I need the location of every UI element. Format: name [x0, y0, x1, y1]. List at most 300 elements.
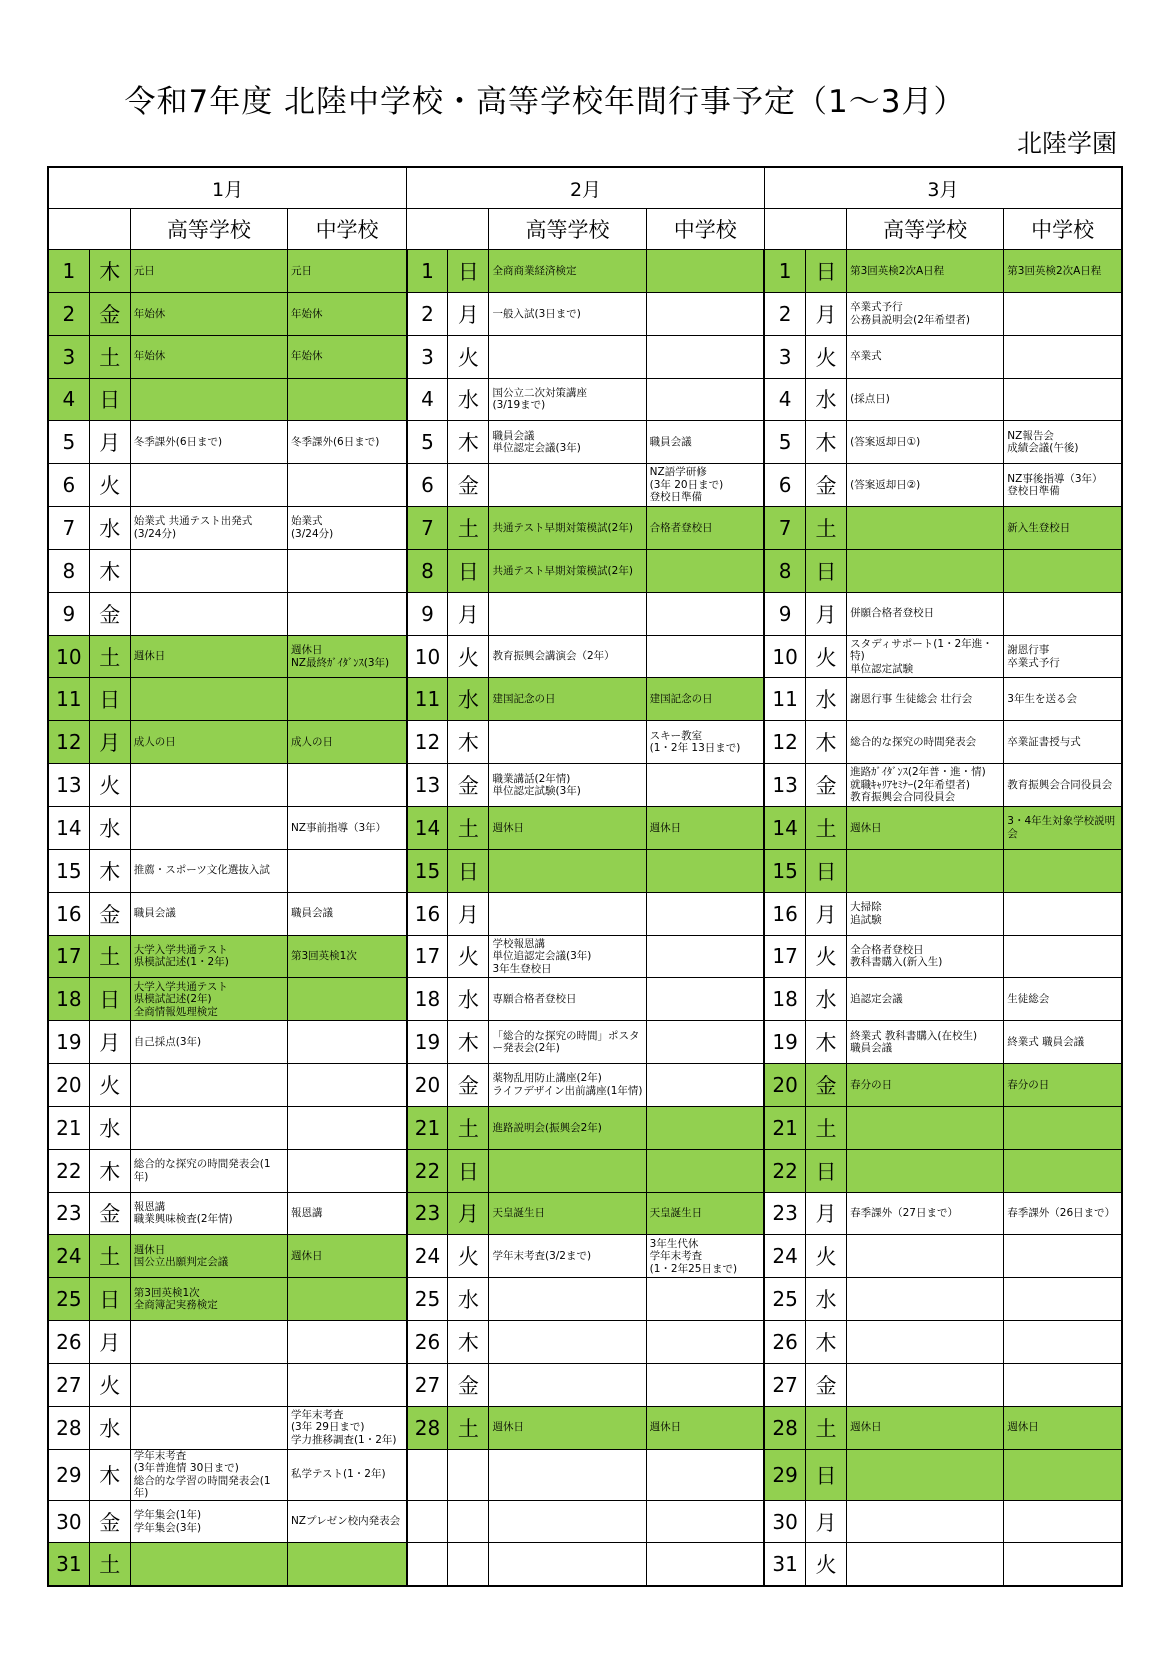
jan-junior-high-event — [287, 678, 406, 721]
mar-weekday: 木 — [805, 721, 846, 764]
jan-day-number: 5 — [48, 421, 89, 464]
feb-high-school-event: 「総合的な探究の時間」ポスター発表会(2年) — [489, 1021, 646, 1064]
page-title: 令和7年度 北陸中学校・高等学校年間行事予定（1～3月） — [124, 84, 966, 120]
jan-junior-high-event: 私学テスト(1・2年) — [287, 1449, 406, 1500]
mar-weekday: 金 — [805, 1363, 846, 1406]
feb-junior-high-event: 3年生代休 学年末考査 (1・2年25日まで) — [646, 1235, 764, 1278]
mar-weekday: 土 — [805, 1406, 846, 1449]
feb-high-school-event — [489, 1500, 646, 1543]
mar-high-school-event — [847, 1500, 1004, 1543]
feb-day-number: 24 — [407, 1235, 448, 1278]
jan-junior-high-event: 第3回英検1次 — [287, 935, 406, 978]
feb-weekday: 日 — [448, 1149, 489, 1192]
feb-high-school-event — [489, 1543, 646, 1586]
feb-weekday: 木 — [448, 1321, 489, 1364]
feb-day-number: 13 — [407, 764, 448, 807]
mar-weekday: 火 — [805, 1543, 846, 1586]
jan-weekday: 水 — [89, 1106, 130, 1149]
mar-junior-high-event — [1004, 1500, 1122, 1543]
calendar-row — [48, 507, 1122, 550]
mar-weekday: 月 — [805, 892, 846, 935]
mar-junior-high-event — [1004, 1449, 1122, 1500]
feb-high-school-event: 共通テスト早期対策模試(2年) — [489, 507, 646, 550]
feb-junior-high-event: NZ語学研修 (3年 20日まで) 登校日準備 — [646, 464, 764, 507]
feb-weekday: 金 — [448, 464, 489, 507]
mar-day-number: 13 — [764, 764, 805, 807]
mar-day-number: 31 — [764, 1543, 805, 1586]
feb-junior-high-event: 合格者登校日 — [646, 507, 764, 550]
date-column-header — [407, 209, 489, 250]
feb-weekday: 火 — [448, 335, 489, 378]
jan-junior-high-event — [287, 1064, 406, 1107]
feb-high-school-event: 薬物乱用防止講座(2年) ライフデザイン出前講座(1年情) — [489, 1064, 646, 1107]
feb-high-school-event — [489, 464, 646, 507]
feb-day-number: 28 — [407, 1406, 448, 1449]
mar-junior-high-event — [1004, 1543, 1122, 1586]
mar-high-school-event: 春季課外（27日まで） — [847, 1192, 1004, 1235]
feb-junior-high-event: 天皇誕生日 — [646, 1192, 764, 1235]
jan-day-number: 10 — [48, 635, 89, 678]
feb-day-number: 22 — [407, 1149, 448, 1192]
mar-junior-high-event — [1004, 1235, 1122, 1278]
jan-junior-high-event — [287, 849, 406, 892]
jan-day-number: 22 — [48, 1149, 89, 1192]
calendar-row — [48, 549, 1122, 592]
mar-weekday: 日 — [805, 849, 846, 892]
feb-weekday: 火 — [448, 1235, 489, 1278]
mar-high-school-event: 第3回英検2次A日程 — [847, 250, 1004, 293]
feb-junior-high-event — [646, 592, 764, 635]
jan-day-number: 13 — [48, 764, 89, 807]
jan-junior-high-event — [287, 592, 406, 635]
feb-weekday: 月 — [448, 1192, 489, 1235]
feb-junior-high-event — [646, 1064, 764, 1107]
mar-weekday: 日 — [805, 1449, 846, 1500]
mar-high-school-event — [847, 849, 1004, 892]
feb-day-number: 17 — [407, 935, 448, 978]
jan-weekday: 金 — [89, 592, 130, 635]
mar-high-school-event: スタディサポート(1・2年進・特) 単位認定試験 — [847, 635, 1004, 678]
jan-day-number: 19 — [48, 1021, 89, 1064]
mar-junior-high-event — [1004, 1106, 1122, 1149]
mar-high-school-event: 総合的な探究の時間発表会 — [847, 721, 1004, 764]
mar-weekday: 金 — [805, 464, 846, 507]
jan-weekday: 木 — [89, 250, 130, 293]
mar-day-number: 29 — [764, 1449, 805, 1500]
calendar-row — [48, 849, 1122, 892]
feb-junior-high-event: 建国記念の日 — [646, 678, 764, 721]
feb-junior-high-event — [646, 335, 764, 378]
junior-high-header: 中学校 — [646, 209, 764, 250]
mar-high-school-event: (答案返却日②) — [847, 464, 1004, 507]
calendar-body — [48, 250, 1122, 1586]
feb-day-number: 26 — [407, 1321, 448, 1364]
jan-weekday: 水 — [89, 507, 130, 550]
calendar-row — [48, 292, 1122, 335]
jan-day-number: 21 — [48, 1106, 89, 1149]
calendar-row — [48, 1363, 1122, 1406]
mar-high-school-event — [847, 1106, 1004, 1149]
mar-high-school-event: 追認定会議 — [847, 978, 1004, 1021]
mar-junior-high-event — [1004, 1278, 1122, 1321]
mar-high-school-event: 春分の日 — [847, 1064, 1004, 1107]
jan-high-school-event — [130, 1406, 287, 1449]
month-header-mar: 3月 — [764, 167, 1122, 209]
jan-day-number: 11 — [48, 678, 89, 721]
jan-day-number: 26 — [48, 1321, 89, 1364]
calendar-row — [48, 978, 1122, 1021]
jan-weekday: 土 — [89, 935, 130, 978]
feb-day-number: 11 — [407, 678, 448, 721]
mar-junior-high-event: 教育振興会合同役員会 — [1004, 764, 1122, 807]
jan-high-school-event — [130, 592, 287, 635]
feb-high-school-event: 教育振興会講演会（2年） — [489, 635, 646, 678]
feb-junior-high-event — [646, 1363, 764, 1406]
jan-high-school-event — [130, 378, 287, 421]
jan-weekday: 火 — [89, 1064, 130, 1107]
calendar-row — [48, 1543, 1122, 1586]
feb-high-school-event: 全商商業経済検定 — [489, 250, 646, 293]
feb-high-school-event: 建国記念の日 — [489, 678, 646, 721]
mar-junior-high-event: 卒業証書授与式 — [1004, 721, 1122, 764]
high-school-header: 高等学校 — [130, 209, 287, 250]
feb-weekday: 土 — [448, 1406, 489, 1449]
calendar-row — [48, 1192, 1122, 1235]
jan-junior-high-event: 冬季課外(6日まで) — [287, 421, 406, 464]
feb-junior-high-event — [646, 1321, 764, 1364]
feb-junior-high-event — [646, 978, 764, 1021]
mar-day-number: 24 — [764, 1235, 805, 1278]
mar-junior-high-event — [1004, 335, 1122, 378]
jan-high-school-event: 週休日 — [130, 635, 287, 678]
jan-high-school-event — [130, 806, 287, 849]
mar-high-school-event — [847, 1235, 1004, 1278]
mar-day-number: 9 — [764, 592, 805, 635]
feb-junior-high-event — [646, 635, 764, 678]
mar-junior-high-event — [1004, 549, 1122, 592]
jan-day-number: 14 — [48, 806, 89, 849]
date-column-header — [48, 209, 130, 250]
mar-high-school-event — [847, 1278, 1004, 1321]
mar-high-school-event — [847, 507, 1004, 550]
feb-junior-high-event — [646, 1106, 764, 1149]
feb-day-number: 21 — [407, 1106, 448, 1149]
jan-junior-high-event: 学年末考査 (3年 29日まで) 学力推移調査(1・2年) — [287, 1406, 406, 1449]
jan-junior-high-event: 始業式 (3/24分) — [287, 507, 406, 550]
feb-weekday: 金 — [448, 1363, 489, 1406]
mar-junior-high-event — [1004, 592, 1122, 635]
jan-day-number: 3 — [48, 335, 89, 378]
mar-day-number: 10 — [764, 635, 805, 678]
calendar-row — [48, 1149, 1122, 1192]
jan-high-school-event: 元日 — [130, 250, 287, 293]
mar-day-number: 19 — [764, 1021, 805, 1064]
mar-day-number: 8 — [764, 549, 805, 592]
mar-weekday: 土 — [805, 1106, 846, 1149]
jan-day-number: 31 — [48, 1543, 89, 1586]
feb-day-number: 16 — [407, 892, 448, 935]
feb-junior-high-event — [646, 1021, 764, 1064]
feb-day-number: 3 — [407, 335, 448, 378]
feb-day-number: 1 — [407, 250, 448, 293]
mar-junior-high-event — [1004, 892, 1122, 935]
mar-junior-high-event — [1004, 378, 1122, 421]
mar-weekday: 金 — [805, 1064, 846, 1107]
feb-high-school-event — [489, 1363, 646, 1406]
jan-high-school-event: 大学入学共通テスト 県模試記述(1・2年) — [130, 935, 287, 978]
mar-day-number: 21 — [764, 1106, 805, 1149]
mar-day-number: 6 — [764, 464, 805, 507]
jan-junior-high-event: 週休日 — [287, 1235, 406, 1278]
feb-day-number: 18 — [407, 978, 448, 1021]
mar-high-school-event — [847, 1449, 1004, 1500]
feb-day-number: 27 — [407, 1363, 448, 1406]
mar-high-school-event: (採点日) — [847, 378, 1004, 421]
feb-junior-high-event — [646, 935, 764, 978]
mar-day-number: 26 — [764, 1321, 805, 1364]
mar-junior-high-event: 春分の日 — [1004, 1064, 1122, 1107]
mar-day-number: 20 — [764, 1064, 805, 1107]
mar-day-number: 16 — [764, 892, 805, 935]
jan-high-school-event: 総合的な探究の時間発表会(1年) — [130, 1149, 287, 1192]
feb-high-school-event: 国公立二次対策講座 (3/19まで) — [489, 378, 646, 421]
feb-high-school-event — [489, 849, 646, 892]
mar-weekday: 日 — [805, 250, 846, 293]
feb-day-number: 5 — [407, 421, 448, 464]
jan-high-school-event — [130, 1064, 287, 1107]
column-header-row — [48, 209, 1122, 250]
calendar-row — [48, 1500, 1122, 1543]
feb-high-school-event: 進路説明会(振興会2年) — [489, 1106, 646, 1149]
mar-high-school-event — [847, 1149, 1004, 1192]
mar-junior-high-event: 終業式 職員会議 — [1004, 1021, 1122, 1064]
jan-high-school-event: 学年末考査 (3年普進情 30日まで) 総合的な学習の時間発表会(1年) — [130, 1449, 287, 1500]
feb-weekday: 月 — [448, 292, 489, 335]
jan-day-number: 29 — [48, 1449, 89, 1500]
feb-junior-high-event — [646, 1278, 764, 1321]
feb-junior-high-event: 週休日 — [646, 806, 764, 849]
feb-junior-high-event: 週休日 — [646, 1406, 764, 1449]
jan-weekday: 土 — [89, 1235, 130, 1278]
jan-day-number: 27 — [48, 1363, 89, 1406]
mar-weekday: 火 — [805, 335, 846, 378]
feb-junior-high-event — [646, 1500, 764, 1543]
mar-junior-high-event — [1004, 935, 1122, 978]
feb-junior-high-event — [646, 849, 764, 892]
jan-weekday: 日 — [89, 978, 130, 1021]
feb-weekday: 土 — [448, 507, 489, 550]
jan-day-number: 28 — [48, 1406, 89, 1449]
jan-weekday: 月 — [89, 721, 130, 764]
feb-day-number: 9 — [407, 592, 448, 635]
feb-junior-high-event — [646, 378, 764, 421]
jan-day-number: 12 — [48, 721, 89, 764]
mar-weekday: 火 — [805, 935, 846, 978]
mar-junior-high-event: 謝恩行事 卒業式予行 — [1004, 635, 1122, 678]
mar-high-school-event: 週休日 — [847, 1406, 1004, 1449]
mar-junior-high-event: 春季課外（26日まで） — [1004, 1192, 1122, 1235]
month-header-jan: 1月 — [48, 167, 407, 209]
jan-junior-high-event — [287, 1278, 406, 1321]
feb-weekday: 月 — [448, 592, 489, 635]
jan-weekday: 金 — [89, 292, 130, 335]
mar-weekday: 木 — [805, 1321, 846, 1364]
jan-high-school-event: 学年集会(1年) 学年集会(3年) — [130, 1500, 287, 1543]
junior-high-header: 中学校 — [287, 209, 406, 250]
jan-junior-high-event — [287, 464, 406, 507]
feb-day-number: 14 — [407, 806, 448, 849]
jan-weekday: 水 — [89, 806, 130, 849]
jan-high-school-event — [130, 1543, 287, 1586]
feb-junior-high-event — [646, 1149, 764, 1192]
feb-day-number: 12 — [407, 721, 448, 764]
mar-day-number: 22 — [764, 1149, 805, 1192]
mar-junior-high-event: 3・4年生対象学校説明会 — [1004, 806, 1122, 849]
mar-high-school-event: 終業式 教科書購入(在校生) 職員会議 — [847, 1021, 1004, 1064]
feb-junior-high-event — [646, 292, 764, 335]
jan-weekday: 火 — [89, 464, 130, 507]
feb-high-school-event: 共通テスト早期対策模試(2年) — [489, 549, 646, 592]
feb-high-school-event — [489, 721, 646, 764]
mar-day-number: 28 — [764, 1406, 805, 1449]
mar-day-number: 14 — [764, 806, 805, 849]
mar-day-number: 1 — [764, 250, 805, 293]
feb-high-school-event: 専願合格者登校日 — [489, 978, 646, 1021]
month-header-feb: 2月 — [407, 167, 765, 209]
jan-junior-high-event: 年始休 — [287, 292, 406, 335]
mar-weekday: 月 — [805, 1500, 846, 1543]
jan-day-number: 23 — [48, 1192, 89, 1235]
mar-weekday: 火 — [805, 635, 846, 678]
mar-weekday: 土 — [805, 507, 846, 550]
jan-weekday: 水 — [89, 1406, 130, 1449]
jan-weekday: 土 — [89, 635, 130, 678]
jan-day-number: 7 — [48, 507, 89, 550]
feb-high-school-event: 一般入試(3日まで) — [489, 292, 646, 335]
jan-junior-high-event — [287, 1321, 406, 1364]
mar-day-number: 30 — [764, 1500, 805, 1543]
jan-day-number: 4 — [48, 378, 89, 421]
calendar-row — [48, 1321, 1122, 1364]
feb-high-school-event — [489, 335, 646, 378]
jan-high-school-event — [130, 678, 287, 721]
feb-high-school-event — [489, 1321, 646, 1364]
feb-high-school-event — [489, 1449, 646, 1500]
calendar-row — [48, 721, 1122, 764]
feb-weekday: 日 — [448, 549, 489, 592]
mar-day-number: 18 — [764, 978, 805, 1021]
calendar-row — [48, 1064, 1122, 1107]
feb-day-number: 6 — [407, 464, 448, 507]
feb-day-number: 4 — [407, 378, 448, 421]
jan-high-school-event: 始業式 共通テスト出発式 (3/24分) — [130, 507, 287, 550]
jan-day-number: 25 — [48, 1278, 89, 1321]
jan-junior-high-event — [287, 1106, 406, 1149]
feb-high-school-event: 学校報恩講 単位追認定会議(3年) 3年生登校日 — [489, 935, 646, 978]
feb-high-school-event: 週休日 — [489, 806, 646, 849]
jan-day-number: 2 — [48, 292, 89, 335]
mar-high-school-event — [847, 1543, 1004, 1586]
feb-weekday — [448, 1543, 489, 1586]
feb-junior-high-event — [646, 892, 764, 935]
mar-weekday: 木 — [805, 421, 846, 464]
mar-weekday: 日 — [805, 549, 846, 592]
calendar-row — [48, 764, 1122, 807]
mar-high-school-event: (答案返却日①) — [847, 421, 1004, 464]
jan-weekday: 木 — [89, 849, 130, 892]
mar-day-number: 3 — [764, 335, 805, 378]
jan-weekday: 木 — [89, 1449, 130, 1500]
mar-high-school-event — [847, 1363, 1004, 1406]
mar-high-school-event — [847, 549, 1004, 592]
feb-weekday: 土 — [448, 1106, 489, 1149]
calendar-row — [48, 378, 1122, 421]
feb-weekday — [448, 1500, 489, 1543]
feb-junior-high-event — [646, 1449, 764, 1500]
feb-high-school-event: 職員会議 単位認定会議(3年) — [489, 421, 646, 464]
jan-junior-high-event — [287, 549, 406, 592]
date-column-header — [764, 209, 846, 250]
feb-high-school-event — [489, 592, 646, 635]
jan-day-number: 24 — [48, 1235, 89, 1278]
calendar-row — [48, 1021, 1122, 1064]
feb-junior-high-event — [646, 1543, 764, 1586]
jan-high-school-event: 自己採点(3年) — [130, 1021, 287, 1064]
mar-weekday: 日 — [805, 1149, 846, 1192]
calendar-row — [48, 892, 1122, 935]
feb-weekday: 木 — [448, 421, 489, 464]
mar-weekday: 木 — [805, 1021, 846, 1064]
feb-weekday: 木 — [448, 721, 489, 764]
feb-day-number: 8 — [407, 549, 448, 592]
mar-high-school-event: 進路ｶﾞｲﾀﾞﾝｽ(2年普・進・情) 就職ｷｬﾘｱｾﾐﾅｰ(2年希望者) 教育振興会合同役員会 — [847, 764, 1004, 807]
jan-high-school-event: 第3回英検1次 全商簿記実務検定 — [130, 1278, 287, 1321]
feb-day-number — [407, 1449, 448, 1500]
feb-high-school-event — [489, 1149, 646, 1192]
jan-day-number: 1 — [48, 250, 89, 293]
jan-junior-high-event: NZ事前指導（3年） — [287, 806, 406, 849]
feb-day-number — [407, 1500, 448, 1543]
feb-weekday: 木 — [448, 1021, 489, 1064]
feb-weekday: 水 — [448, 678, 489, 721]
mar-day-number: 23 — [764, 1192, 805, 1235]
calendar-row — [48, 678, 1122, 721]
jan-high-school-event — [130, 464, 287, 507]
jan-high-school-event: 大学入学共通テスト 県模試記述(2年) 全商情報処理検定 — [130, 978, 287, 1021]
mar-weekday: 月 — [805, 292, 846, 335]
mar-weekday: 金 — [805, 764, 846, 807]
mar-junior-high-event — [1004, 1321, 1122, 1364]
mar-junior-high-event — [1004, 1149, 1122, 1192]
junior-high-header: 中学校 — [1004, 209, 1122, 250]
mar-junior-high-event — [1004, 292, 1122, 335]
jan-day-number: 30 — [48, 1500, 89, 1543]
jan-junior-high-event — [287, 1149, 406, 1192]
calendar-row — [48, 335, 1122, 378]
mar-day-number: 12 — [764, 721, 805, 764]
mar-weekday: 火 — [805, 1235, 846, 1278]
jan-weekday: 日 — [89, 378, 130, 421]
feb-weekday: 月 — [448, 892, 489, 935]
mar-day-number: 4 — [764, 378, 805, 421]
jan-weekday: 月 — [89, 1321, 130, 1364]
mar-high-school-event: 卒業式 — [847, 335, 1004, 378]
feb-day-number: 23 — [407, 1192, 448, 1235]
jan-weekday: 火 — [89, 1363, 130, 1406]
high-school-header: 高等学校 — [847, 209, 1004, 250]
jan-day-number: 17 — [48, 935, 89, 978]
feb-weekday — [448, 1449, 489, 1500]
